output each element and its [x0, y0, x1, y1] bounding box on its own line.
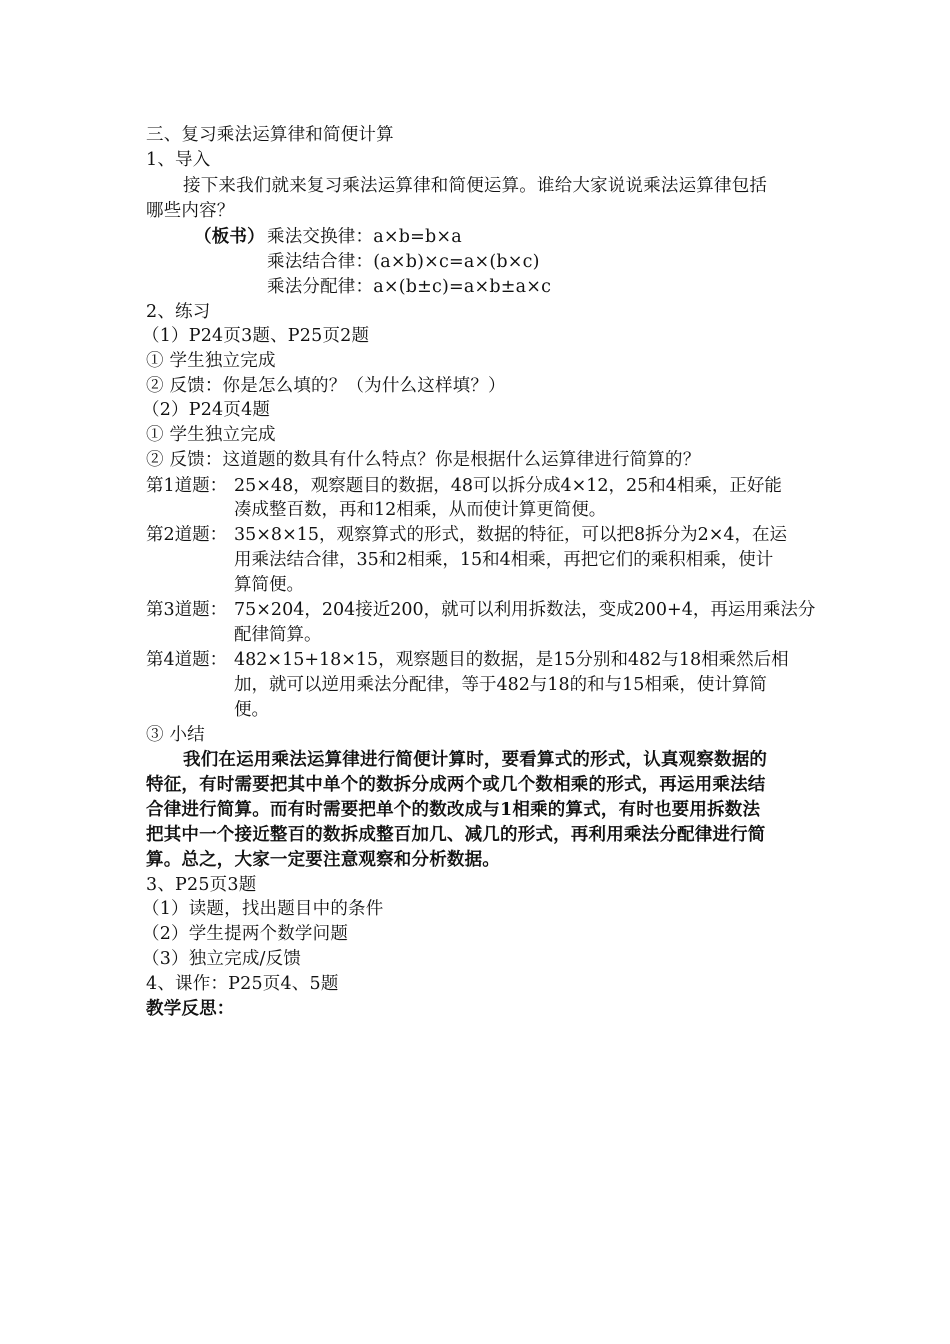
problem-text-line: 35×8×15，观察算式的形式，数据的特征，可以把8拆分为2×4，在运 — [234, 525, 788, 545]
section-title: 三、复习乘法运算律和简便计算 — [146, 125, 394, 145]
problem-label: 第3道题： — [146, 600, 228, 620]
exercise3-step: （2）学生提两个数学问题 — [142, 924, 349, 944]
problem-text-line: 加，就可以逆用乘法分配律，等于482与18的和与15相乘，使计算简 — [234, 675, 767, 695]
intro-text-line1: 接下来我们就来复习乘法运算律和简便运算。谁给大家说说乘法运算律包括 — [183, 176, 768, 196]
problem-label: 第2道题： — [146, 525, 228, 545]
law-distributive: 乘法分配律：a×(b±c)=a×b±a×c — [267, 277, 552, 297]
board-label: （板书） — [194, 227, 265, 247]
practice-item1: （1）P24页3题、P25页2题 — [142, 326, 370, 346]
problem-label: 第4道题： — [146, 650, 228, 670]
problem-text-line: 凑成整百数，再和12相乘，从而使计算更简便。 — [234, 500, 607, 520]
law-associative: 乘法结合律：(a×b)×c=a×(b×c) — [267, 252, 540, 272]
summary-heading: ③ 小结 — [146, 725, 205, 745]
practice-item1-step2: ② 反馈：你是怎么填的？（为什么这样填？） — [146, 376, 506, 396]
practice-item2: （2）P24页4题 — [142, 400, 271, 420]
problem-text-line: 配律简算。 — [234, 625, 322, 645]
practice-heading: 2、练习 — [146, 302, 211, 322]
problem-text-line: 算简便。 — [234, 575, 304, 595]
summary-line: 把其中一个接近整百的数拆成整百加几、减几的形式，再利用乘法分配律进行简 — [146, 825, 766, 845]
problem-text-line: 75×204，204接近200，就可以利用拆数法，变成200+4，再运用乘法分 — [234, 600, 816, 620]
problem-text-line: 用乘法结合律，35和2相乘，15和4相乘，再把它们的乘积相乘，使计 — [234, 550, 774, 570]
law-commutative: 乘法交换律：a×b=b×a — [267, 227, 462, 247]
summary-line: 我们在运用乘法运算律进行简便计算时，要看算式的形式，认真观察数据的 — [183, 750, 768, 770]
intro-text-line2: 哪些内容？ — [146, 201, 235, 221]
exercise3-heading: 3、P25页3题 — [146, 875, 257, 895]
practice-item2-step2: ② 反馈：这道题的数具有什么特点？你是根据什么运算律进行简算的？ — [146, 450, 701, 470]
summary-line: 算。总之，大家一定要注意观察和分析数据。 — [146, 850, 500, 870]
reflection-heading: 教学反思： — [146, 999, 235, 1019]
homework-line: 4、课作：P25页4、5题 — [146, 974, 339, 994]
problem-text-line: 25×48，观察题目的数据，48可以拆分成4×12，25和4相乘，正好能 — [234, 476, 782, 496]
problem-label: 第1道题： — [146, 476, 228, 496]
summary-line: 合律进行简算。而有时需要把单个的数改成与1相乘的算式，有时也要用拆数法 — [146, 800, 761, 820]
problem-text-line: 482×15+18×15，观察题目的数据，是15分别和482与18相乘然后相 — [234, 650, 789, 670]
intro-heading: 1、导入 — [146, 150, 211, 170]
problem-text-line: 便。 — [234, 700, 269, 720]
summary-line: 特征，有时需要把其中单个的数拆分成两个或几个数相乘的形式，再运用乘法结 — [146, 775, 766, 795]
practice-item1-step1: ① 学生独立完成 — [146, 351, 276, 371]
exercise3-step: （1）读题，找出题目中的条件 — [142, 899, 384, 919]
exercise3-step: （3）独立完成/反馈 — [142, 949, 302, 969]
practice-item2-step1: ① 学生独立完成 — [146, 425, 276, 445]
